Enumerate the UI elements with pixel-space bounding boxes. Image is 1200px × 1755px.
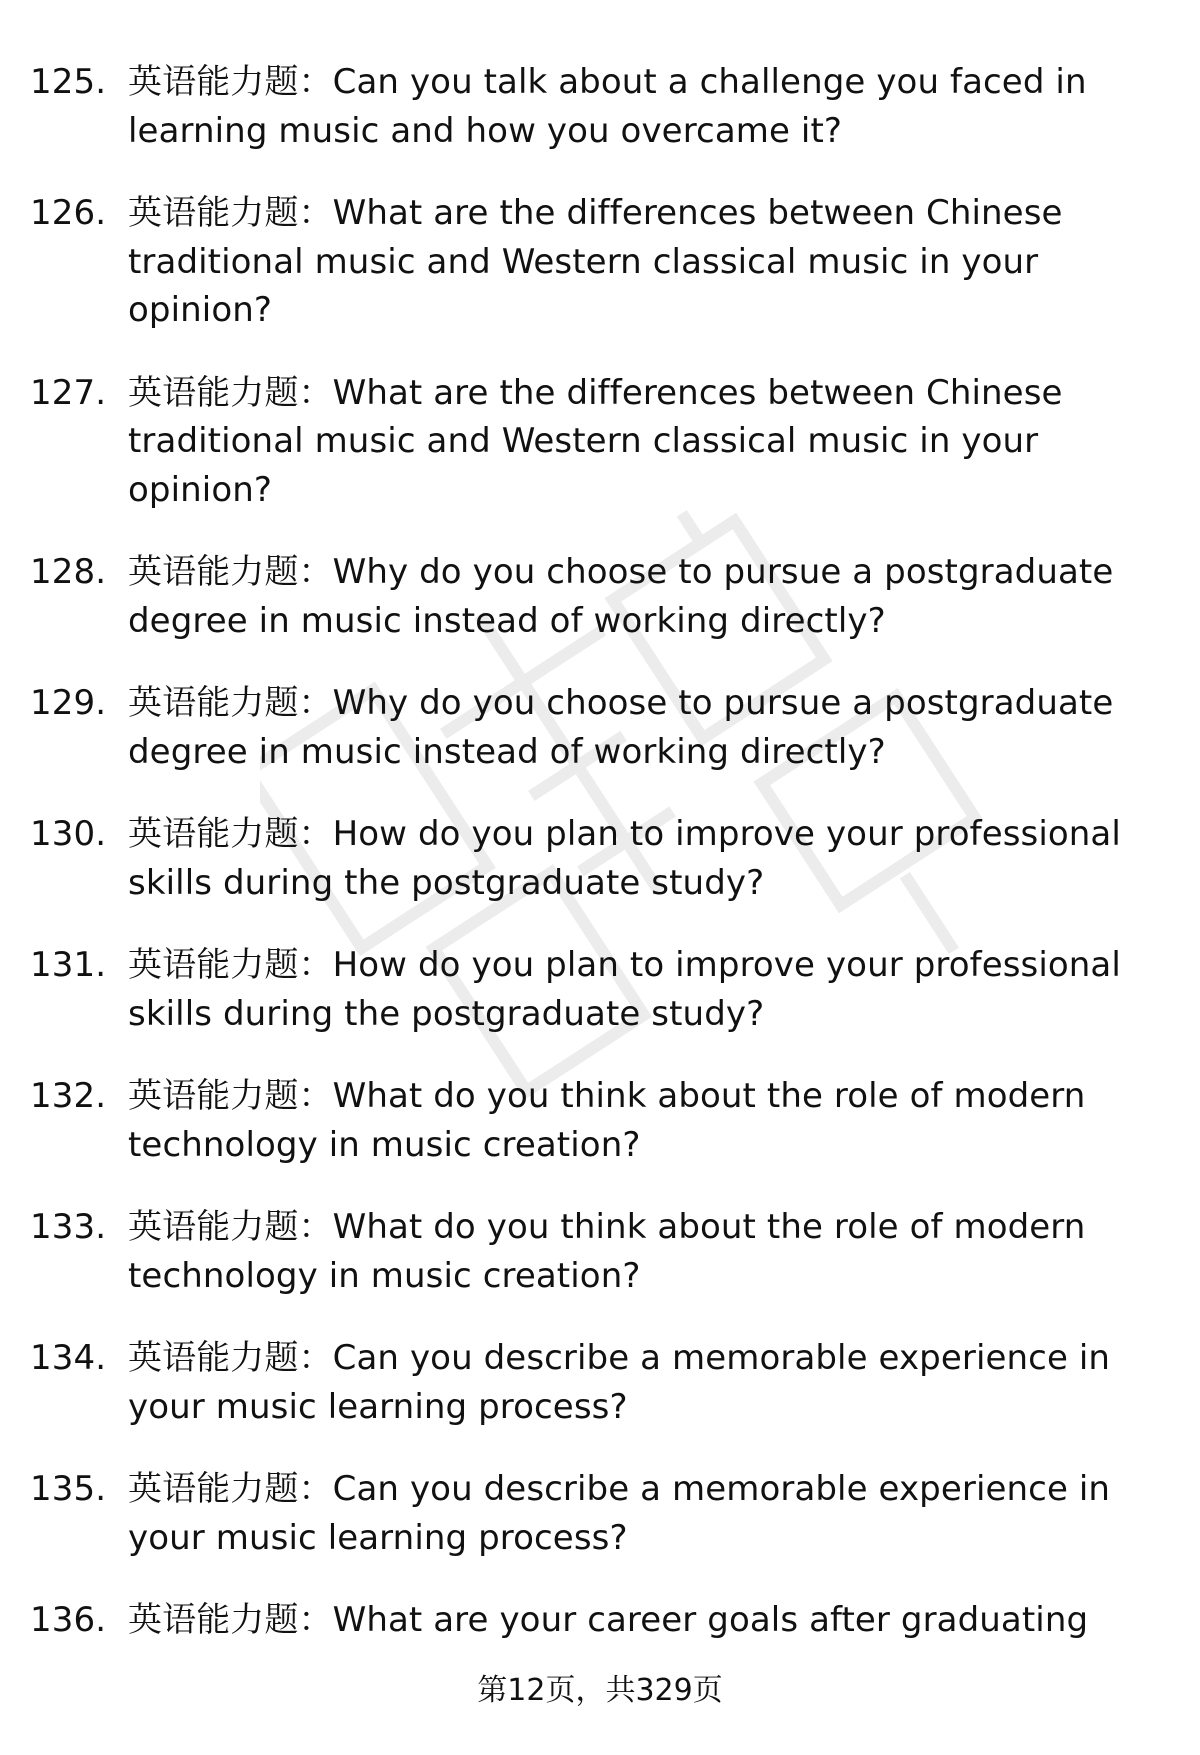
question-item bbox=[30, 1465, 1170, 1562]
question-type-label: 英语能力题： bbox=[128, 372, 333, 413]
question-number: 134. bbox=[30, 1338, 107, 1378]
question-number: 130. bbox=[30, 814, 107, 854]
question-item bbox=[30, 369, 1170, 515]
question-type-label: 英语能力题： bbox=[128, 814, 333, 854]
question-number: 132. bbox=[30, 1076, 107, 1116]
question-number: 127. bbox=[30, 372, 107, 413]
question-item bbox=[30, 810, 1170, 907]
question-text: Can you describe a memorable experience in your music learning process? bbox=[128, 1469, 1111, 1558]
question-text: What are the differences between Chinese traditional music and Western classical music in your opinion? bbox=[128, 372, 1063, 510]
question-text: Can you talk about a challenge you faced in learning music and how you overcame it? bbox=[128, 62, 1087, 151]
question-number: 131. bbox=[30, 945, 107, 985]
question-type-label: 英语能力题： bbox=[128, 193, 333, 233]
question-type-label: 英语能力题： bbox=[128, 552, 333, 592]
question-number: 128. bbox=[30, 552, 107, 592]
question-text: What are your career goals after graduating bbox=[332, 1600, 1089, 1640]
question-type-label: 英语能力题： bbox=[128, 945, 333, 985]
question-type-label: 英语能力题： bbox=[128, 1076, 333, 1116]
question-type-label: 英语能力题： bbox=[128, 1469, 333, 1509]
question-number: 133. bbox=[30, 1207, 107, 1247]
question-type-label: 英语能力题： bbox=[128, 1207, 333, 1247]
question-item bbox=[30, 58, 1170, 155]
question-type-label: 英语能力题： bbox=[128, 1600, 333, 1640]
question-item bbox=[30, 548, 1170, 645]
question-item bbox=[30, 1596, 1170, 1645]
question-number: 135. bbox=[30, 1469, 107, 1509]
question-item bbox=[30, 941, 1170, 1038]
question-item bbox=[30, 1072, 1170, 1169]
question-list bbox=[30, 58, 1170, 1679]
question-item bbox=[30, 189, 1170, 335]
question-item bbox=[30, 1334, 1170, 1431]
question-text: Can you describe a memorable experience in your music learning process? bbox=[128, 1338, 1111, 1427]
question-text: What do you think about the role of modern technology in music creation? bbox=[128, 1076, 1086, 1165]
question-text: What are the differences between Chinese traditional music and Western classical music in your opinion? bbox=[128, 193, 1063, 330]
question-type-label: 英语能力题： bbox=[128, 1338, 333, 1378]
question-number: 126. bbox=[30, 193, 107, 233]
question-number: 129. bbox=[30, 683, 107, 723]
question-item bbox=[30, 1203, 1170, 1300]
question-number: 136. bbox=[30, 1600, 107, 1640]
question-number: 125. bbox=[30, 62, 107, 102]
question-text: Why do you choose to pursue a postgraduate degree in music instead of working directly? bbox=[128, 683, 1114, 772]
question-text: What do you think about the role of modern technology in music creation? bbox=[128, 1207, 1086, 1296]
question-text: Why do you choose to pursue a postgraduate degree in music instead of working directly? bbox=[128, 552, 1114, 641]
question-text: How do you plan to improve your professional skills during the postgraduate study? bbox=[128, 814, 1121, 903]
question-item bbox=[30, 679, 1170, 776]
question-type-label: 英语能力题： bbox=[128, 62, 333, 102]
question-text: How do you plan to improve your professional skills during the postgraduate study? bbox=[128, 945, 1121, 1034]
question-type-label: 英语能力题： bbox=[128, 683, 333, 723]
page-footer: 第12页，共329页 bbox=[477, 1673, 723, 1708]
